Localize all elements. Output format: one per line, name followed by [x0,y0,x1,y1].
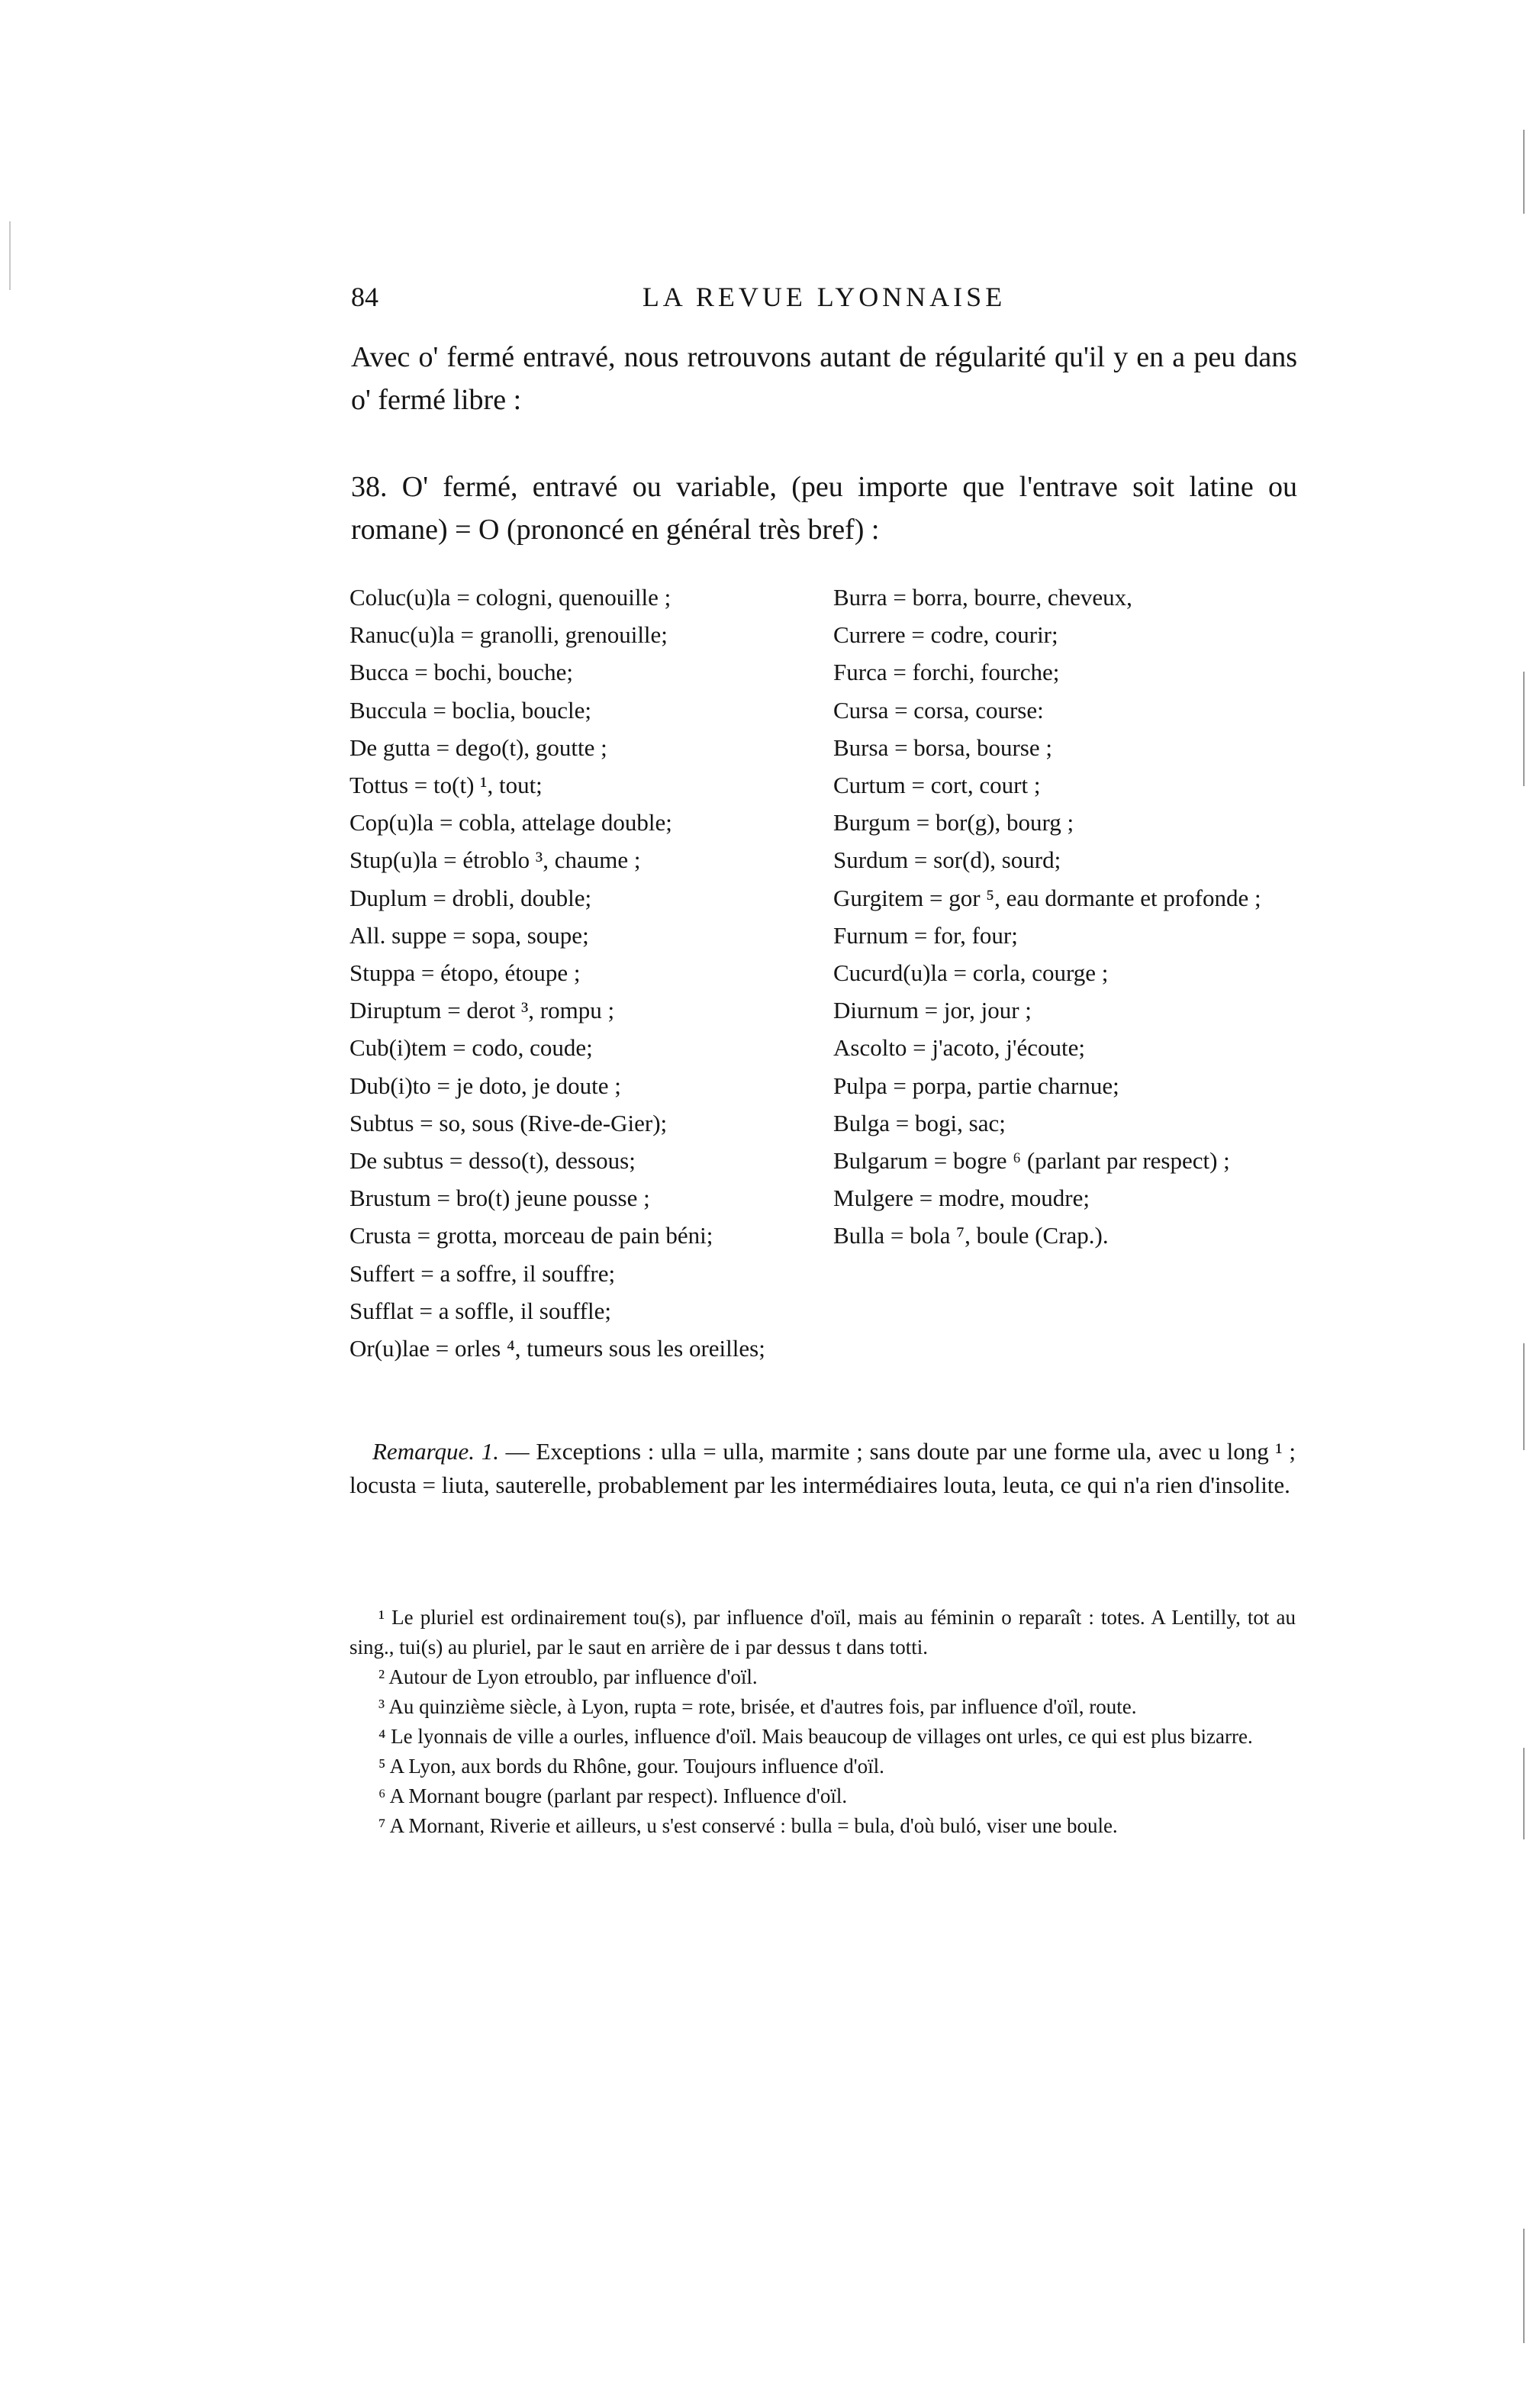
footnotes [349,1603,1296,1841]
list-item: Furnum = for, four; [833,921,1018,949]
list-item: Ascolto = j'acoto, j'écoute; [833,1034,1085,1062]
section-heading-38: 38. O' fermé, entravé ou variable, (peu importe que l'entrave soit latine ou romane) = O (prononcé en général très bref) : [351,471,1297,546]
footnote: ⁴ Le lyonnais de ville a ourles, influence d'oïl. Mais beaucoup de villages ont urles, ce qui est plus bizarre. [378,1725,1253,1748]
list-item: Crusta = grotta, morceau de pain béni; [349,1222,713,1249]
list-item: Pulpa = porpa, partie charnue; [833,1072,1119,1099]
list-item: Bulga = bogi, sac; [833,1109,1006,1136]
list-item: Stuppa = étopo, étoupe ; [349,959,581,987]
remark-text: — Exceptions : ulla = ulla, marmite ; sans doute par une forme ula, avec u long ¹ ; locusta = liuta, sauterelle, probablement par les intermédiaires louta, leuta, ce qui n'a rien d'insolite. [349,1438,1296,1498]
scan-edge-mark [1523,130,1525,214]
list-item: De subtus = desso(t), dessous; [349,1147,636,1175]
list-item: Mulgere = modre, moudre; [833,1185,1090,1212]
list-item: Duplum = drobli, double; [349,884,592,911]
list-item: Ranuc(u)la = granolli, grenouille; [349,621,668,649]
list-item: Diurnum = jor, jour ; [833,997,1032,1024]
list-item: Bulgarum = bogre ⁶ (parlant par respect) ; [833,1147,1230,1175]
footnote: ⁷ A Mornant, Riverie et ailleurs, u s'est conservé : bulla = bula, d'où buló, viser une boule. [378,1814,1118,1837]
footnote: ⁵ A Lyon, aux bords du Rhône, gour. Toujours influence d'oïl. [378,1755,884,1778]
list-item: Cursa = corsa, course: [833,696,1044,724]
list-item: Curtum = cort, court ; [833,772,1041,799]
footnote: ¹ Le pluriel est ordinairement tou(s), par influence d'oïl, mais au féminin o reparaît : totes. A Lentilly, tot au sing., tui(s) au pluriel, par le saut en arrière de i par dessus t dans totti. [349,1606,1296,1659]
list-item: Dub(i)to = je doto, je doute ; [349,1072,621,1099]
scan-edge-mark [1523,1748,1525,1839]
list-item: Burra = borra, bourre, cheveux, [833,584,1132,611]
list-item: Suffert = a soffre, il souffre; [349,1259,616,1287]
list-item: All. suppe = sopa, soupe; [349,921,589,949]
list-item: Bursa = borsa, bourse ; [833,733,1052,761]
scan-edge-mark [1523,1343,1525,1450]
list-item: Cub(i)tem = codo, coude; [349,1034,593,1062]
left-word-column [349,579,806,1367]
scan-edge-mark [1523,2229,1525,2343]
scan-edge-mark [1523,672,1525,786]
list-item: Surdum = sor(d), sourd; [833,846,1061,874]
list-item: Diruptum = derot ³, rompu ; [349,997,615,1024]
list-item: Bulla = bola ⁷, boule (Crap.). [833,1222,1109,1249]
list-item: Buccula = boclia, boucle; [349,696,592,724]
scan-edge-mark [9,221,11,290]
list-item: Sufflat = a soffle, il souffle; [349,1297,611,1324]
list-item: Gurgitem = gor ⁵, eau dormante et profonde ; [833,884,1261,911]
remark-paragraph [349,1435,1296,1502]
page-header [351,281,1297,327]
footnote: ² Autour de Lyon etroublo, par influence d'oïl. [378,1665,758,1688]
right-word-column [833,579,1291,1255]
list-item: Stup(u)la = étroblo ³, chaume ; [349,846,641,874]
list-item: Or(u)lae = orles ⁴, tumeurs sous les oreilles; [349,1335,765,1362]
remark-label: Remarque. 1. [372,1438,499,1465]
list-item: Currere = codre, courir; [833,621,1058,649]
list-item: Subtus = so, sous (Rive-de-Gier); [349,1109,668,1136]
list-item: Furca = forchi, fourche; [833,659,1060,686]
running-title: LA REVUE LYONNAISE [642,282,1006,312]
footnote: ³ Au quinzième siècle, à Lyon, rupta = rote, brisée, et d'autres fois, par influence d'oïl, route. [378,1695,1137,1718]
list-item: Tottus = to(t) ¹, tout; [349,772,543,799]
list-item: Burgum = bor(g), bourg ; [833,809,1074,837]
intro-paragraph: Avec o' fermé entravé, nous retrouvons autant de régularité qu'il y en a peu dans o' fermé libre : [351,341,1297,416]
list-item: Brustum = bro(t) jeune pousse ; [349,1185,650,1212]
list-item: De gutta = dego(t), goutte ; [349,733,607,761]
footnote: ⁶ A Mornant bougre (parlant par respect). Influence d'oïl. [378,1784,848,1807]
list-item: Cucurd(u)la = corla, courge ; [833,959,1109,987]
list-item: Bucca = bochi, bouche; [349,659,573,686]
list-item: Coluc(u)la = cologni, quenouille ; [349,584,671,611]
page-number: 84 [351,282,378,312]
list-item: Cop(u)la = cobla, attelage double; [349,809,672,837]
